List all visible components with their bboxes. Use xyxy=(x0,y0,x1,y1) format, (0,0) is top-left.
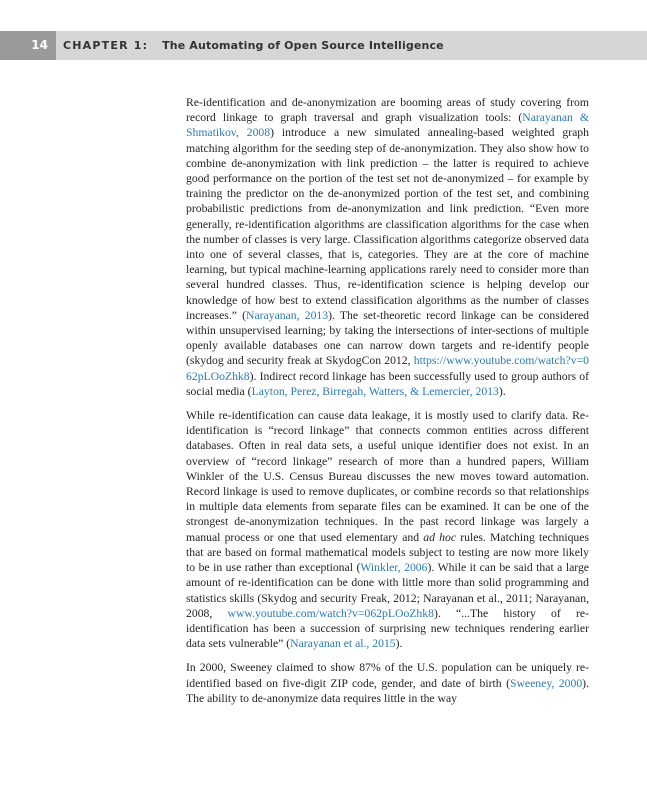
url-link[interactable]: https://www.youtube.com/watch?v=062pLOoZhk8 xyxy=(186,354,589,383)
citation-link[interactable]: Narayanan & Shmatikov, 2008 xyxy=(186,111,589,140)
text-run: While re-identification can cause data leakage, it is mostly used to clarify data. Re-identification is “record linkage” that connects common entities across different databases. Often in real data sets, a useful unique identifier does not exist. In an overview of “record linkage” research of more than a hundred papers, William Winkler of the U.S. Census Bureau discusses the new moves toward automation. Record linkage is used to remove duplicates, or combine records so that relationships in multiple data elements from separate files can be examined. It can be one of the strongest de-anonymization techniques. In the past record linkage was largely a manual process or one that used elementary and xyxy=(186,409,589,544)
page-number: 14 xyxy=(0,31,56,60)
url-link[interactable]: www.youtube.com/watch?v=062pLOoZhk8 xyxy=(227,606,434,620)
citation-link[interactable]: Narayanan et al., 2015 xyxy=(290,637,396,651)
citation-link[interactable]: Layton, Perez, Birregah, Watters, & Lemercier, 2013 xyxy=(251,384,499,398)
text-run: ). The set-theoretic record linkage can be considered within unsupervised learning; by taking the intersections of inter-sections of multiple openly available databases one can narrow down targets and re-identify people (skydog and security freak at SkydogCon 2012, xyxy=(186,308,589,368)
text-run: ). xyxy=(498,384,506,398)
text-run: Re-identification and de-anonymization are booming areas of study covering from record linkage to graph traversal and graph visualization tools: ( xyxy=(186,96,589,125)
chapter-title: The Automating of Open Source Intelligence xyxy=(162,39,444,52)
citation-link[interactable]: Narayanan, 2013 xyxy=(246,308,329,322)
citation-link[interactable]: Sweeney, 2000 xyxy=(509,676,583,690)
paragraph xyxy=(186,95,589,399)
text-run: ). xyxy=(395,637,403,651)
emphasis-text: ad hoc xyxy=(423,530,457,544)
paragraph xyxy=(186,660,589,706)
text-run: ) introduce a new simulated annealing-based weighted graph matching algorithm for the seeding step of de-anonymization. They also show how to combine de-anonymization with link prediction – the latter is required to achieve good performance on the portion of the test set not de-anonymized – for example by training the predictor on the de-anonymized portion of the test set, and combining probabilistic predictions from de-anonymization and link prediction. “Even more generally, re-identification algorithms are classification algorithms for the case when the number of classes is very large. Classification algorithms categorize observed data into one of several classes, that is, categories. They are at the core of machine learning, but typical machine-learning applications rarely need to consider more than several hundred classes. Thus, re-identification science is helping develop our knowledge of how best to extend classification algorithms as the number of classes increases.” ( xyxy=(186,126,589,322)
text-run: rules. Matching techniques that are based on formal mathematical models subject to testing are now more likely to be in use rather than exceptional ( xyxy=(186,530,589,575)
text-run: ). “...The history of re-identification has been a succession of surprising new techniques rendering earlier data sets vulnerable” ( xyxy=(186,606,589,651)
text-run: ). Indirect record linkage has been successfully used to group authors of social media ( xyxy=(186,369,589,398)
citation-link[interactable]: Winkler, 2006 xyxy=(360,561,428,575)
text-run: In 2000, Sweeney claimed to show 87% of the U.S. population can be uniquely re-identified based on five-digit ZIP code, gender, and date of birth ( xyxy=(186,661,589,690)
chapter-label: CHAPTER 1: xyxy=(63,39,149,52)
text-run: ). The ability to de-anonymize data requires little in the way xyxy=(186,676,589,705)
running-head xyxy=(63,31,444,60)
text-run: ). While it can be said that a large amount of re-identification can be done with little more than solid programming and statistics skills (Skydog and security Freak, 2012; Narayanan et al., 2011; Narayanan, 2008, xyxy=(186,561,589,620)
paragraph xyxy=(186,408,589,651)
body-text xyxy=(186,95,589,715)
